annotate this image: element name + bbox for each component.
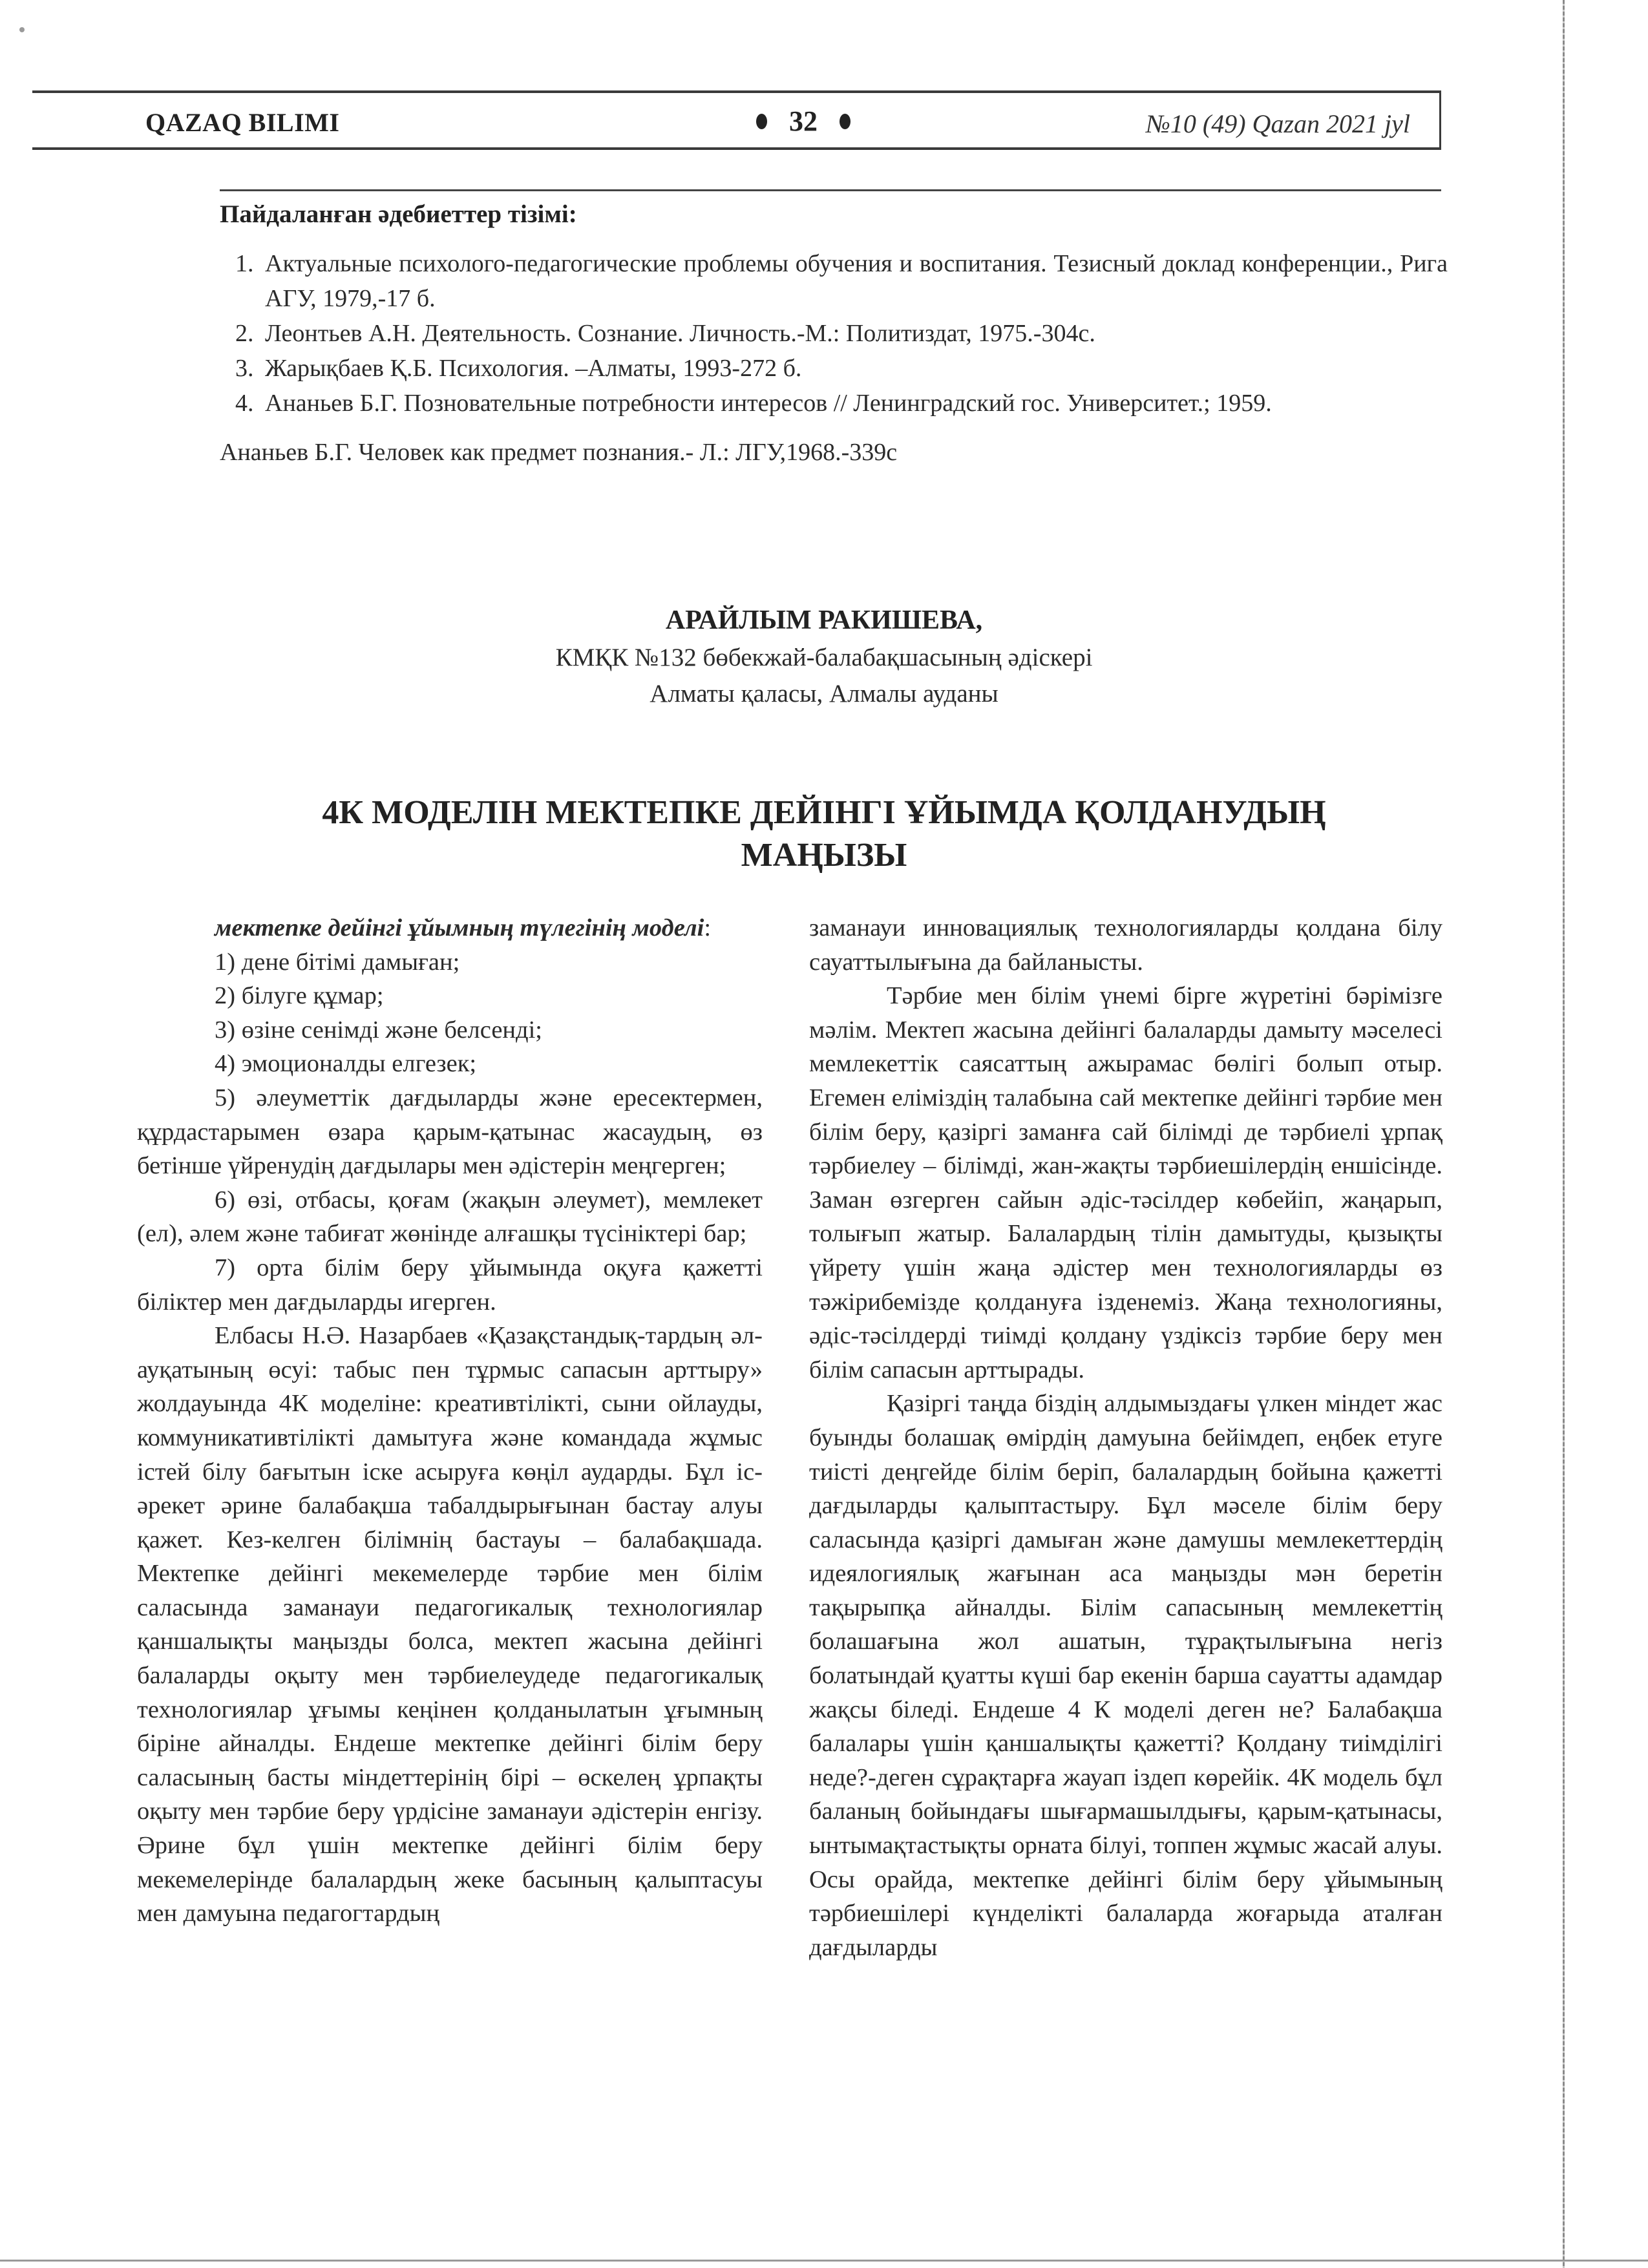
lead-paragraph [137,911,763,945]
reference-extra: Ананьев Б.Г. Человек как предмет познания.- Л.: ЛГУ,1968.-339с [220,439,898,466]
author-block [0,601,1648,712]
body-paragraph: Тәрбие мен білім үнемі бірге жүретіні бәрімізге мәлім. Мектеп жасына дейінгі балаларды дамыту мәселесі мемлекеттік саясаттың ажырамас бөлігі болып отыр. Егемен еліміздің талабына сай мектепке дейінгі тәрбие мен білім беру, қазіргі заманға сай білімді де тәрбиелі ұрпақ тәрбиелеу – білімді, жан-жақты тәрбиешілердің еншісінде. Заман өзгерген сайын әдіс-тәсілдер көбейіп, жаңарып, толығып жатыр. Балалардың тілін дамытуды, қызықты үйрету үшін жаңа әдістер мен технологияларды өз тәжірибемізде қолдануға ізденеміз. Жаңа технологияны, әдіс-тәсілдерді тиімді қолдану үздіксіз тәрбие беру мен білім сапасын арттырады. [809,982,1442,1383]
reference-item: 1. Актуальные психолого-педагогические проблемы обучения и воспитания. Тезисный доклад конференции., Рига АГУ, 1979,-17 б. [260,246,1448,316]
lead-colon: : [704,914,712,941]
author-location: Алматы қаласы, Алмалы ауданы [650,680,998,708]
author-name: АРАЙЛЫМ РАКИШЕВА, [665,605,983,635]
list-item: 6) өзі, отбасы, қоғам (жақын әлеумет), мемлекет (ел), әлем және табиғат жөнінде алғашқы түсініктері бар; [137,1186,763,1248]
bullet-dot-icon [756,114,767,129]
list-item: 5) әлеуметтік дағдыларды және ересектермен, құрдастарымен өзара қарым-қатынас жасаудың, өз бетінше үйренудің дағдылары мен әдістерін меңгерген; [137,1084,763,1180]
scan-speck [19,27,25,32]
references-heading: Пайдаланған әдебиеттер тізімі: [220,200,577,228]
page-bottom-edge [0,2260,1648,2262]
reference-item: 3. Жарықбаев Қ.Б. Психология. –Алматы, 1993-272 б. [260,351,1448,386]
references-section [220,197,1448,470]
body-paragraph: Елбасы Н.Ә. Назарбаев «Қазақстандық-тардың әл-ауқатының өсуі: табыс пен тұрмыс сапасын арттыру» жолдауында 4К моделіне: креативтілікті, сыни ойлауды, коммуникативтілікті дамытуға және командада жұмыс істей білу бағытын іске асыруға көңіл аударды. Бұл іс-әрекет әрине балабақша табалдырығынан бастау алуы қажет. Кез-келген білімнің бастауы – балабақшада. Мектепке дейінгі мекемелерде тәрбие мен білім саласында заманауи педагогикалық технологиялар қаншалықты маңызды болса, мектеп жасына дейінгі балаларды оқыту мен тәрбиелеудеде педагогикалық технологиялар ұғымы кеңінен қолданылатын ұғымның біріне айналды. Ендеше мектепке дейінгі білім беру саласының басты міндеттерінің бірі – өскелең ұрпақты оқыту мен тәрбие беру үрдісіне заманауи әдістерін енгізу. Әрине бұл үшін мектепке дейінгі білім беру мекемелерінде балалардың жеке басының қалыптасуы мен дамуына педагогтардың [137,1322,763,1927]
references-list [220,246,1448,421]
left-column [137,911,763,1931]
article-title-line: 4К МОДЕЛІН МЕКТЕПКЕ ДЕЙІНГІ ҰЙЫМДА ҚОЛДАНУДЫҢ [322,793,1326,831]
list-item: 3) өзіне сенімді және белсенді; [215,1016,543,1044]
page-number-group [756,105,850,138]
continuation-paragraph: заманауи инновациялық технологияларды қолдана білу сауаттылығына да байланысты. [809,914,1442,976]
article-title [194,792,1454,877]
list-item: 4) эмоционалды елгезек; [215,1050,477,1078]
list-item: 2) білуге құмар; [215,982,384,1010]
list-item: 7) орта білім беру ұйымында оқуға қажетті біліктер мен дағдыларды игерген. [137,1254,763,1316]
list-item: 1) дене бітімі дамыған; [215,948,460,976]
references-divider [220,189,1441,191]
running-header [32,90,1441,150]
author-position: КМҚК №132 бөбекжай-балабақшасының әдіскері [555,644,1093,671]
bullet-dot-icon [840,114,850,129]
body-paragraph: Қазіргі таңда біздің алдымыздағы үлкен міндет жас буынды болашақ өмірдің дамуына бейімдеп, еңбек етуге тиісті деңгейде білім беріп, балалардың бойына қажетті дағдыларды қалыптастыру. Бұл мәселе білім беру саласында қазіргі дамыған және дамушы мемлекеттердің идеялогиялық жағынан аса маңызды мән беретін тақырыпқа айналды. Білім сапасының мемлекеттің болашағына жол ашатын, тұрақтылығына негіз болатындай қуатты күші бар екенін барша сауатты адамдар жақсы біледі. Ендеше 4 К моделі деген не? Балабақша балалары үшін қаншалықты қажетті? Қолдану тиімділігі неде?-деген сұрақтарға жауап іздеп көрейік. 4К модель бұл баланың бойындағы шығармашылдығы, қарым-қатынасы, ынтымақтастықты орната білуі, топпен жұмыс жасай алуы. Осы орайда, мектепке дейінгі білім беру ұйымының тәрбиешілері күнделікті балаларда жоғарыда аталған дағдыларды [809,1390,1442,1961]
lead-phrase: мектепке дейінгі ұйымның түлегінің моделі [215,914,704,941]
scan-edge-line [1563,0,1565,2268]
reference-item: 4. Ананьев Б.Г. Позновательные потребности интересов // Ленинградский гос. Университет.; 1959. [260,386,1448,421]
issue-info: №10 (49) Qazan 2021 jyl [1146,109,1410,138]
journal-name: QAZAQ BILIMI [145,108,340,137]
reference-item: 2. Леонтьев А.Н. Деятельность. Сознание. Личность.-М.: Политиздат, 1975.-304с. [260,316,1448,351]
page-number: 32 [789,105,818,137]
article-title-line: МАҢЫЗЫ [741,836,907,874]
right-column [809,911,1442,1964]
